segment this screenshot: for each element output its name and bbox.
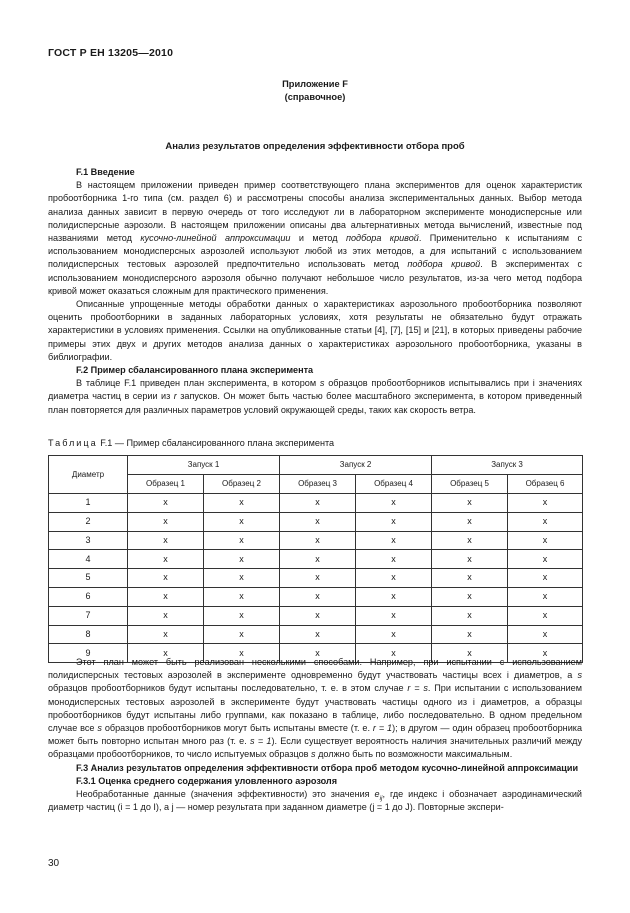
column-header-sample: Образец 4 [356,475,432,494]
column-header-run: Запуск 3 [432,456,583,475]
paragraph: Этот план может быть реализован несколькими способами. Например, при испытании с использованием полидисперсных тестовых аэрозолей в эксперименте одновременно будут участвовать частицы всех i диаметров, а s образцов пробоотборников будут испытаны последовательно, т. е. в этом случае r = s. При испытании с использованием монодисперсных тестовых аэрозолей в эксперименте будут участвовать частицы одного из i диаметров, а образцы пробоотборников будут испытаны либо группами, как показано в таблице, либо последовательно. В одном предельном случае все s образцов пробоотборников могут быть испытаны вместе (т. е. r = 1); в другом — один образец пробоотборника может быть повторно испытан много раз (т. е. s = 1). Если существует вероятность наличия значительных различий между образцами пробоотборников, то число испытуемых образцов s должно быть по возможности максимальным. [48,657,583,760]
document-header: ГОСТ Р ЕН 13205—2010 [48,47,174,59]
table-row: 7 x x x x x x [49,606,583,625]
annex-type: (справочное) [284,92,346,102]
section-heading: F.1 Введение [76,167,135,177]
column-header-sample: Образец 6 [508,475,583,494]
experiment-plan-table [48,455,583,663]
annex-label: Приложение F [282,79,348,89]
column-header-sample: Образец 2 [204,475,280,494]
table-row: 3 x x x x x x [49,531,583,550]
table-row: 8 x x x x x x [49,625,583,644]
page-number: 30 [48,858,60,869]
section-heading: F.2 Пример сбалансированного плана эксперимента [76,365,314,376]
table-row: 4 x x x x x x [49,550,583,569]
section-heading: F.3 Анализ результатов определения эффективности отбора проб методом кусочно-линейной аппроксимации [76,762,579,773]
subsection-heading: F.3.1 Оценка среднего содержания уловленного аэрозоля [76,775,338,786]
column-header-sample: Образец 3 [280,475,356,494]
paragraph: В таблице F.1 приведен план эксперимента, в котором s образцов пробоотборников испытывались при i значениях диаметра частиц в серии из r запусков. Он может быть частью более масштабного эксперимента, в котором приведенный план повторяется для различных параметров условий окружающей среды, таких как скорость ветра. [48,378,582,415]
table-row: 1 x x x x x x [49,494,583,513]
paragraph: Необработанные данные (значения эффективности) это значения $e_{ij}$, где индекс i обозначает аэродинамический диаметр частиц (i = 1 до I), а j — номер результата при заданном диаметре (j = 1 до J). Повторные экспери- [48,789,583,813]
column-header-run: Запуск 1 [128,456,280,475]
table-caption: Таблица F.1 — Пример сбалансированного плана эксперимента [48,438,335,448]
column-header-diameter: Диаметр [49,456,128,494]
annex-heading [0,78,630,104]
column-header-run: Запуск 2 [280,456,432,475]
table-row: 6 x x x x x x [49,587,583,606]
column-header-sample: Образец 5 [432,475,508,494]
section-f1 [48,166,582,417]
annex-title: Анализ результатов определения эффективности отбора проб [165,141,465,152]
table-row: 5 x x x x x x [49,569,583,588]
paragraph: В настоящем приложении приведен пример соответствующего плана экспериментов для оценок характеристик пробоотборника 1-го типа (см. раздел 6) и рассмотрены способы анализа экспериментальных данных. Выбор метода анализа данных зависит в первую очередь от того исследуют ли в лабораторном эксперименте монодисперсные или полидисперсные аэрозоли. В настоящем приложении описаны два альтернативных метода вычислений, известные под названиями метод кусочно-линейной аппроксимации и метод подбора кривой. Применительно к испытаниям с использованием монодисперсных аэрозолей используют любой из этих методов, а для испытаний с использованием полидисперсных тестовых аэрозолей предпочтительно использовать метод подбора кривой. В экспериментах с использованием монодисперсного аэрозоля обычно получают небольшое число результатов, из-за чего метод подбора кривой может оказаться сложным для практического применения. [48,180,582,296]
paragraph: Описанные упрощенные методы обработки данных о характеристиках аэрозольного пробоотборника позволяют оценить пробоотборники в заданных лабораторных условиях, хотя результаты не обязательно будут отражать характеристики в условиях применения. Ссылки на опубликованные статьи [4], [7], [15] и [21], в которых приведены рабочие примеры этих двух и других методов анализа данных о характеристиках аэрозольного пробоотборника, указаны в библиографии. [48,299,582,362]
column-header-sample: Образец 1 [128,475,204,494]
table-body [49,494,583,663]
table-row: 9 x x x x x x [49,644,583,663]
table-row: 2 x x x x x x [49,512,583,531]
section-after-table [48,656,582,814]
